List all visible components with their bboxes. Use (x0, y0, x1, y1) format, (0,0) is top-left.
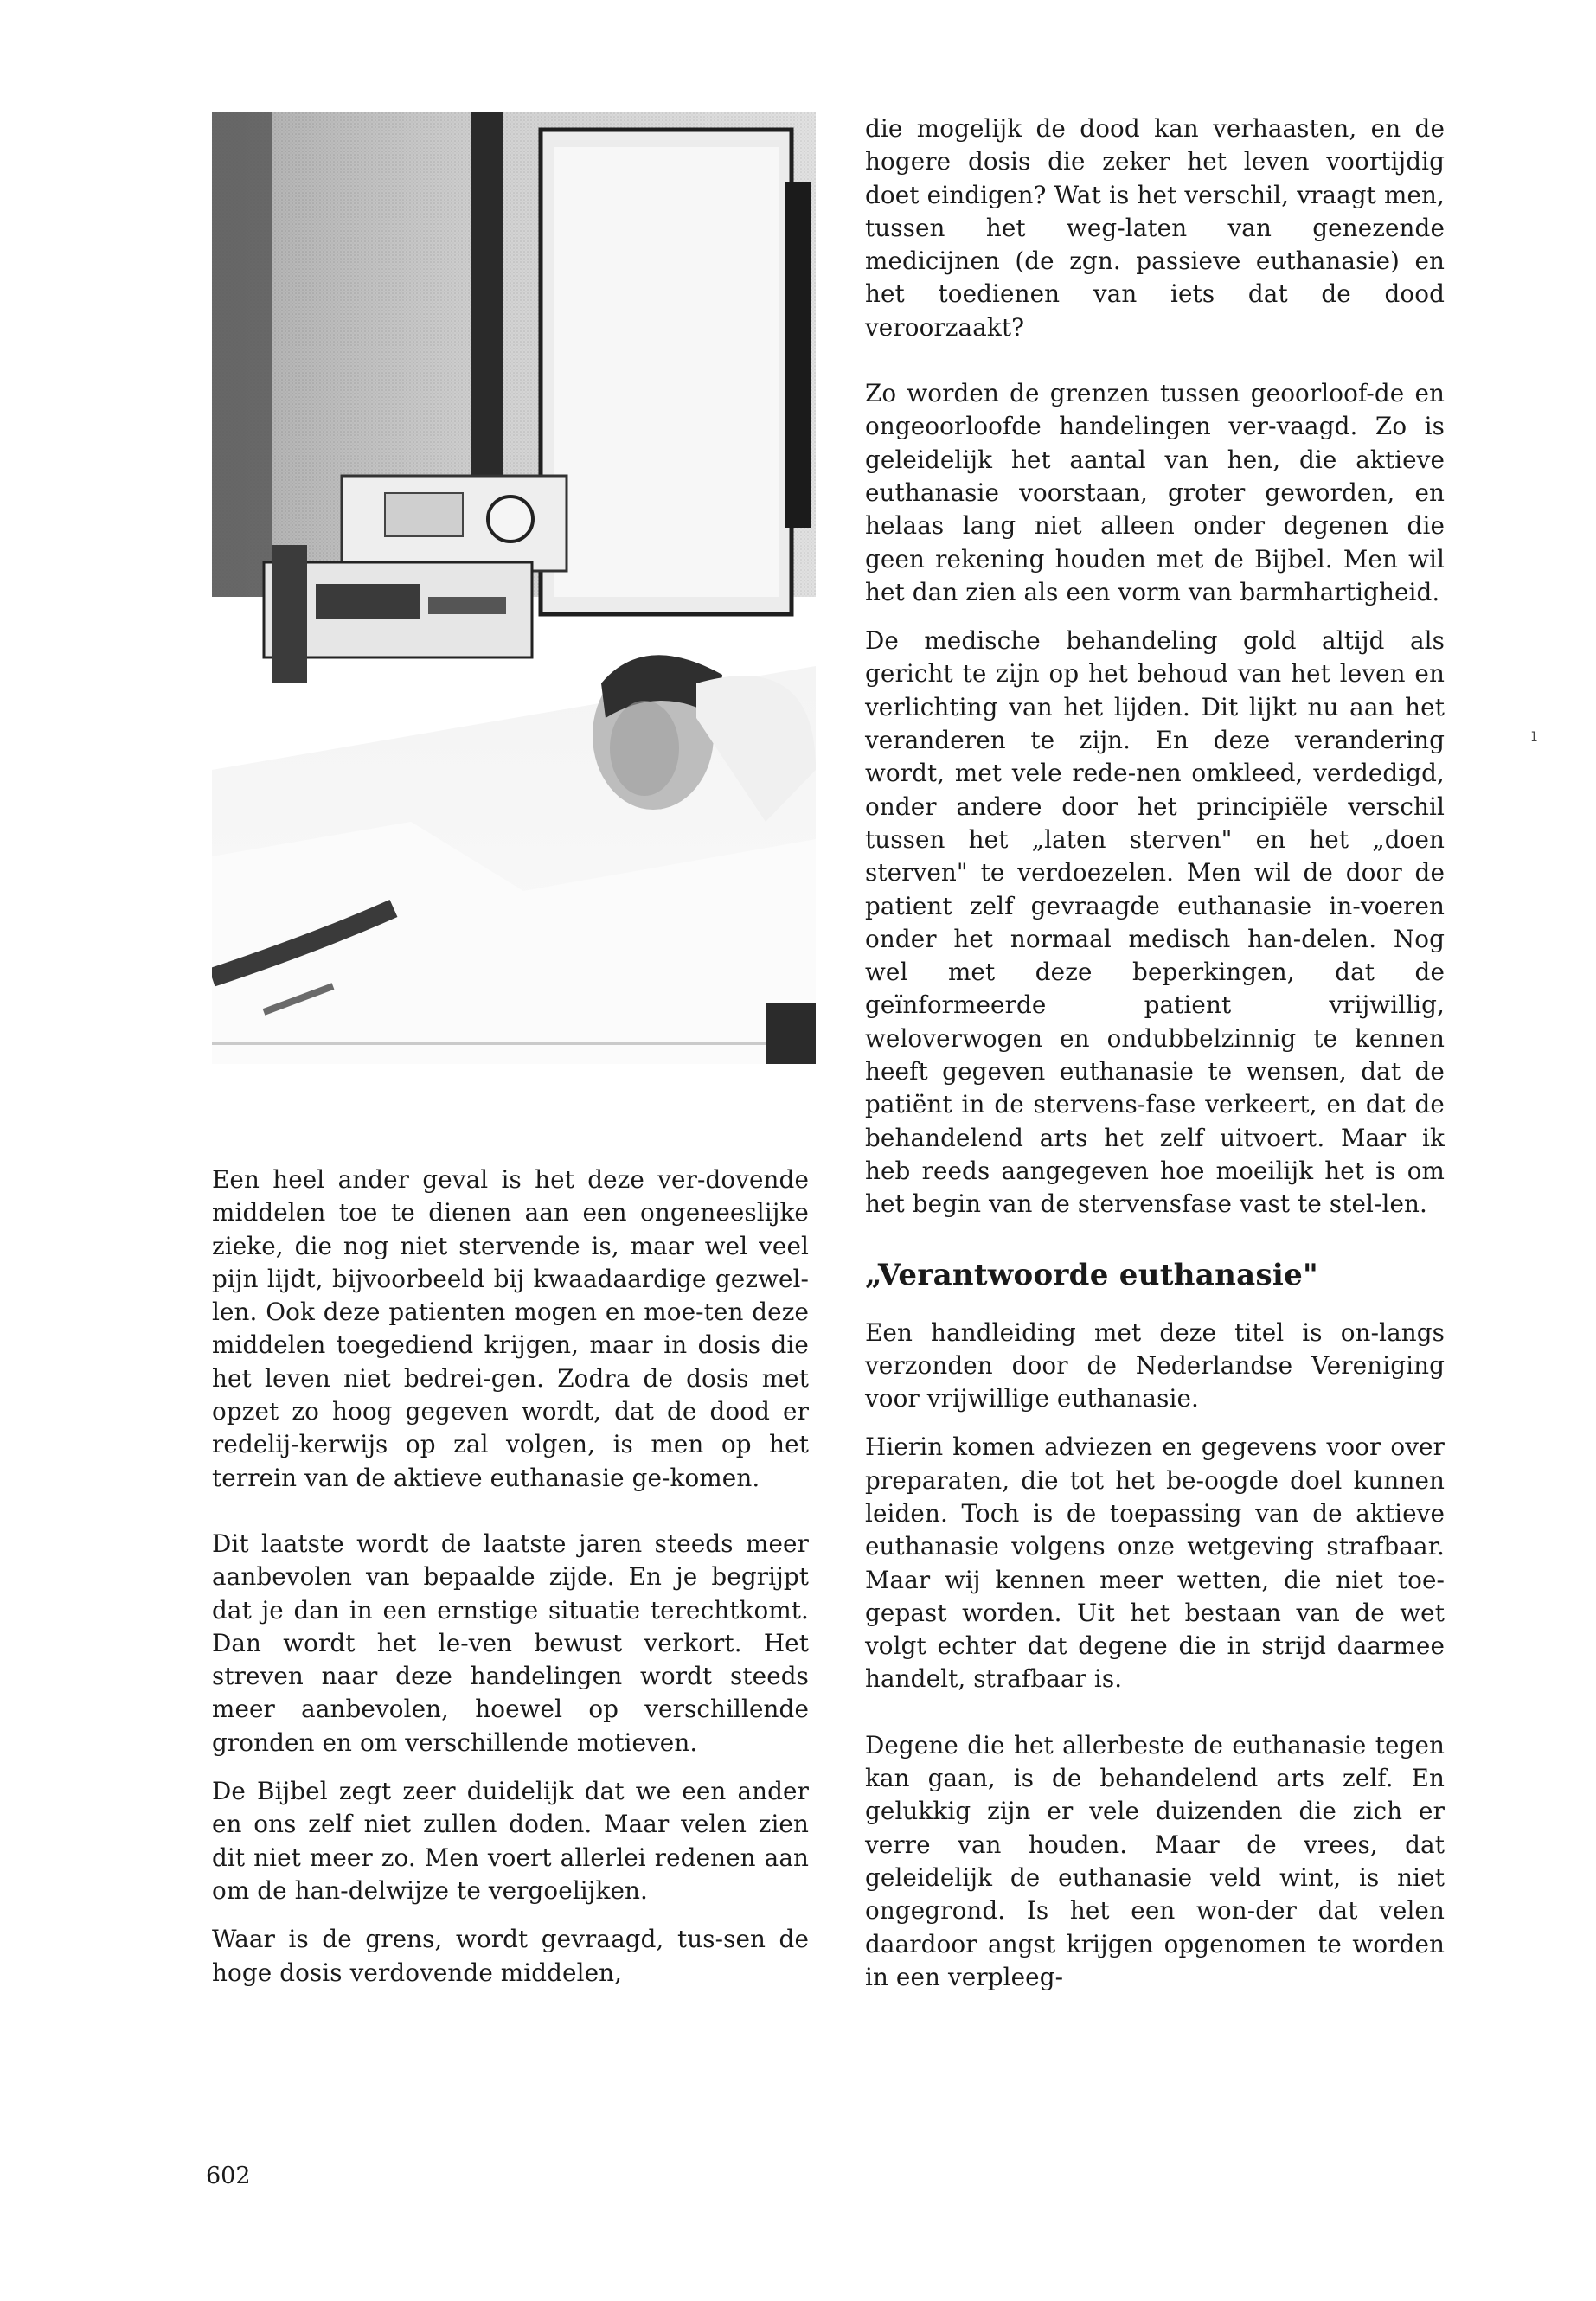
right-paragraph-3: De medische behandeling gold altijd als gericht te zijn op het behoud van het leven en verlichting van het lijden. Dit lijkt nu aan het veranderen te zijn. En deze verandering wordt, met vele rede-nen omkleed, verdedigd, onder andere door het principiële verschil tussen het „laten sterven" en het „doen sterven" te verdoezelen. Men wil de door de patient zelf gevraagde euthanasie in-voeren onder het normaal medisch han-delen. Nog wel met deze beperkingen, dat de geïnformeerde patient vrijwillig, weloverwogen en ondubbelzinnig te kennen heeft gegeven euthanasie te wensen, dat de patiënt in de stervens-fase verkeert, en dat de behandelend arts het zelf uitvoert. Maar ik heb reeds aangegeven hoe moeilijk het is om het begin van de stervensfase vast te stel-len. (865, 626, 1445, 1219)
right-paragraph-5: Hierin komen adviezen en gegevens voor over preparaten, die tot het be-oogde doel kunnen leiden. Toch is de toepassing van de aktieve euthanasie volgens onze wetgeving strafbaar. Maar wij kennen meer wetten, die niet toe-gepast worden. Uit het bestaan van de wet volgt echter dat degene die in strijd daarmee handelt, strafbaar is. (865, 1433, 1445, 1694)
right-paragraph-2: Zo worden de grenzen tussen geoorloof-de en ongeoorloofde handelingen ver-vaagd. Zo is geleidelijk het aantal van hen, die aktieve euthanasie voorstaan, groter geworden, en helaas lang niet alleen onder degenen die geen rekening houden met de Bijbel. Men wil het dan zien als een vorm van barmhartigheid. (865, 379, 1445, 606)
hospital-bed-photo (212, 112, 816, 1064)
left-paragraph-4: Waar is de grens, wordt gevraagd, tus-sen de hoge dosis verdovende middelen, (212, 1925, 809, 1987)
left-paragraph-2: Dit laatste wordt de laatste jaren steeds meer aanbevolen van bepaalde zijde. En je begrijpt dat je dan in een ernstige situatie terechtkomt. Dan wordt het le-ven bewust verkort. Het streven naar deze handelingen wordt steeds meer aanbevolen, hoewel op verschillende gronden en om verschillende motieven. (212, 1529, 809, 1757)
page-number: 602 (206, 2163, 251, 2189)
right-paragraph-1: die mogelijk de dood kan verhaasten, en de hogere dosis die zeker het leven voortijdig doet eindigen? Wat is het verschil, vraagt men, tussen het weg-laten van genezende medicijnen (de zgn. passieve euthanasie) en het toedienen van iets dat de dood veroorzaakt? (865, 114, 1445, 342)
right-paragraph-6: Degene die het allerbeste de euthanasie tegen kan gaan, is de behandelend arts zelf. En gelukkig zijn er vele duizenden die zich er verre van houden. Maar de vrees, dat geleidelijk de euthanasie veld wint, is niet ongegrond. Is het een won-der dat velen daardoor angst krijgen opgenomen te worden in een verpleeg- (865, 1730, 1445, 1991)
photo-illustration (212, 112, 816, 1064)
margin-mark: ı (1531, 725, 1538, 747)
right-paragraph-4: Een handleiding met deze titel is on-langs verzonden door de Nederlandse Vereniging voor vrijwillige euthanasie. (865, 1317, 1445, 1413)
section-heading: „Verantwoorde euthanasie" (865, 1257, 1319, 1292)
left-paragraph-3: De Bijbel zegt zeer duidelijk dat we een ander en ons zelf niet zullen doden. Maar velen zien dit niet meer zo. Men voert allerlei redenen aan om de han-delwijze te vergoelijken. (212, 1777, 809, 1905)
left-paragraph-1: Een heel ander geval is het deze ver-dovende middelen toe te dienen aan een ongeneeslijke zieke, die nog niet stervende is, maar wel veel pijn lijdt, bijvoorbeeld bij kwaadaardige gezwel-len. Ook deze patienten mogen en moe-ten deze middelen toegediend krijgen, maar in dosis die het leven niet bedrei-gen. Zodra de dosis met opzet zo hoog gegeven wordt, dat de dood er redelij-kerwijs op zal volgen, is men op het terrein van de aktieve euthanasie ge-komen. (212, 1165, 809, 1492)
left-column (212, 1163, 809, 2005)
right-column (865, 112, 1445, 2009)
